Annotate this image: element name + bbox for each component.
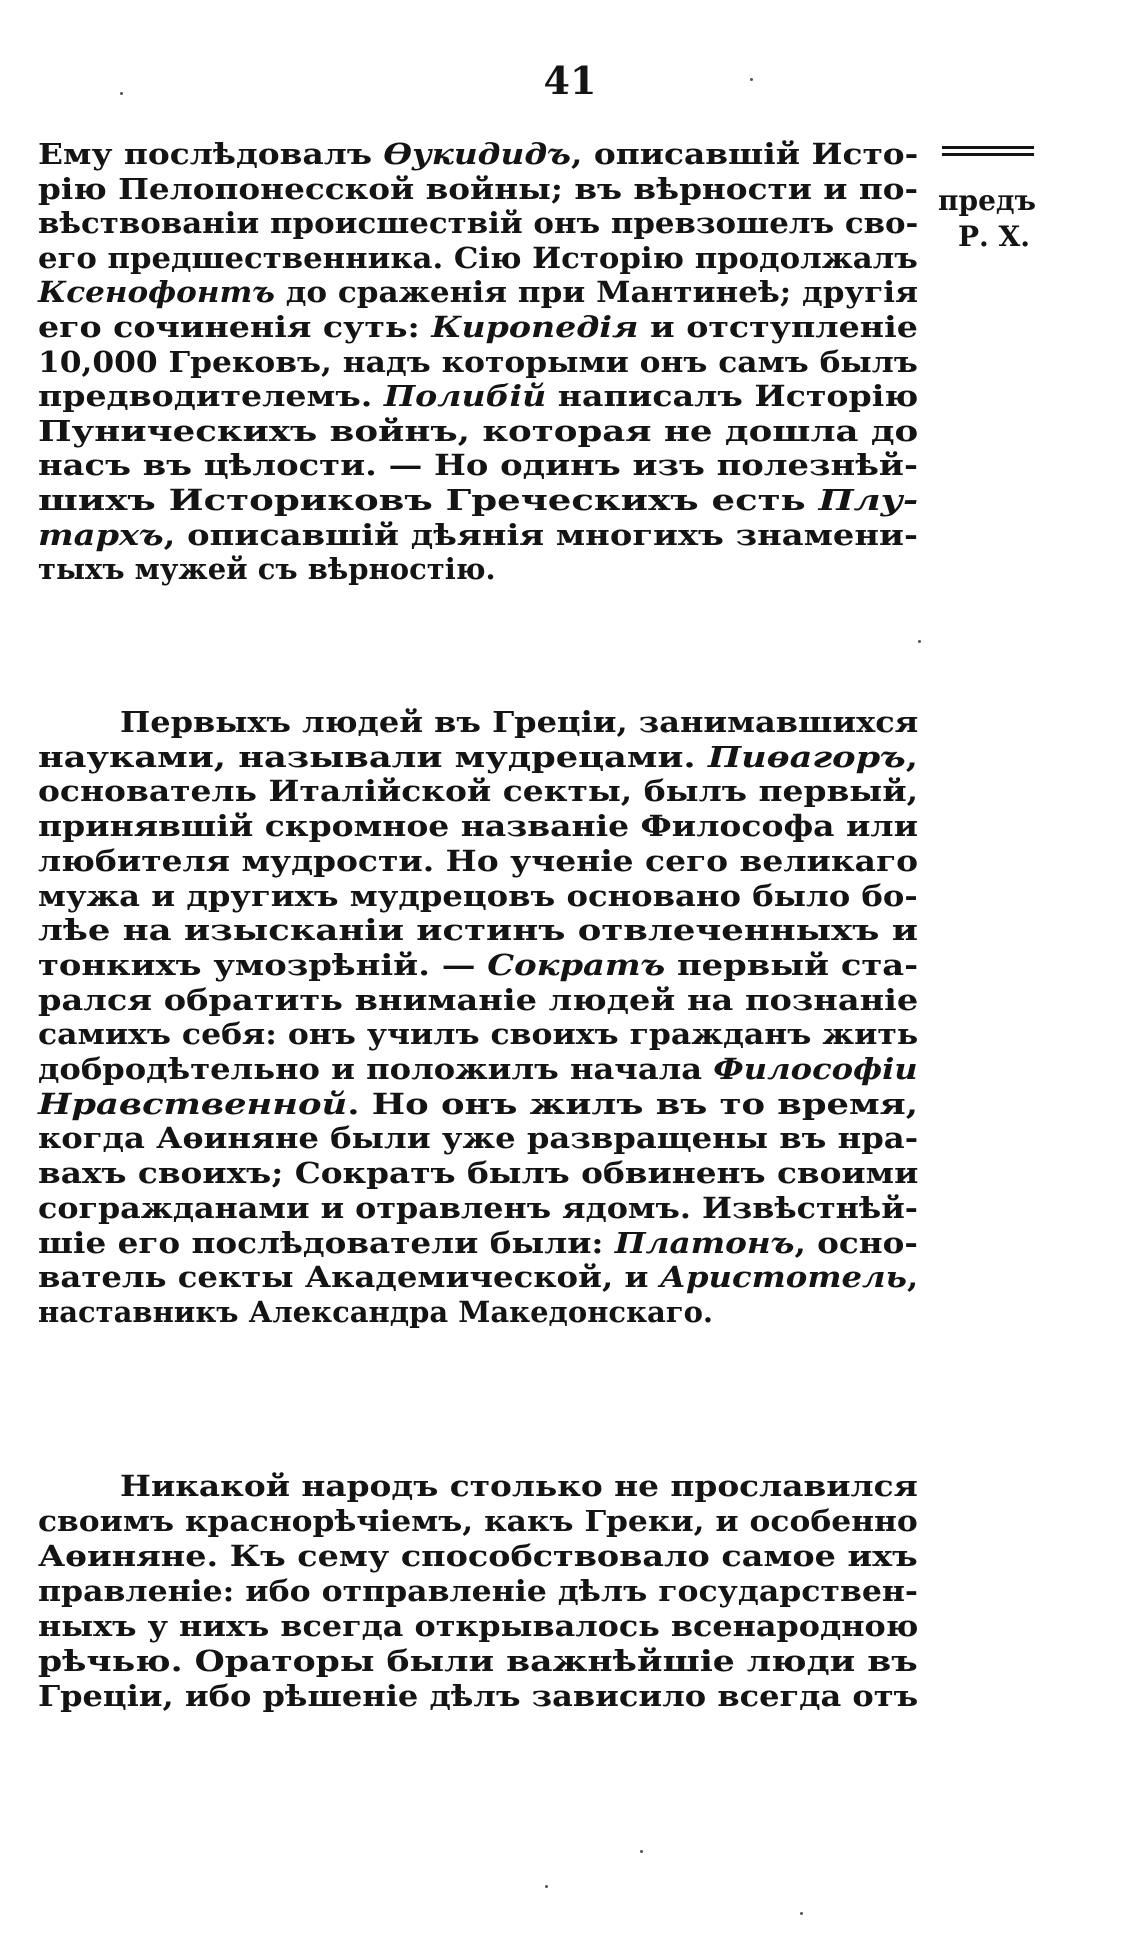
text-line — [38, 1295, 714, 1329]
paper-speck — [750, 78, 753, 81]
text-run: вахъ своихъ; Сократъ былъ обвиненъ своими — [38, 1156, 919, 1190]
text-line — [38, 1679, 919, 1713]
italic-name: Ксенофонтъ — [38, 275, 275, 309]
text-line — [38, 1260, 919, 1294]
text-run: , осно- — [794, 1226, 918, 1260]
text-line — [38, 241, 918, 275]
text-run: согражданами и отравленъ ядомъ. Извѣстнѣй- — [38, 1191, 918, 1225]
text-run: . Но онъ жилъ въ то время, — [347, 1087, 918, 1121]
text-run: Никакой народъ столько не прославился — [120, 1469, 918, 1503]
text-run: шихъ Историковъ Греческихъ есть — [38, 483, 819, 517]
page-number: 41 — [543, 58, 597, 103]
paper-speck — [918, 640, 921, 643]
text-run: его предшественника. Сію Исторію продолжалъ — [38, 241, 918, 275]
text-line — [38, 1087, 918, 1121]
text-line — [38, 809, 919, 843]
italic-name: Киропедія — [431, 310, 639, 344]
text-line — [38, 1052, 918, 1086]
italic-name: Аристотель — [659, 1260, 907, 1294]
text-run: рѣчью. Ораторы были важнѣйшіе люди въ — [38, 1644, 918, 1678]
text-run: Греціи, ибо рѣшеніе дѣлъ зависило всегда отъ — [38, 1679, 919, 1713]
text-run: 10,000 Грековъ, надъ которыми онъ самъ былъ — [38, 345, 918, 379]
margin-rule — [942, 153, 1034, 156]
text-run: принявшій скромное названіе Философа или — [38, 809, 919, 843]
text-run: науками, называли мудрецами. — [38, 740, 708, 774]
text-run: , — [905, 740, 918, 774]
text-run: самихъ себя: онъ училъ своихъ гражданъ жить — [38, 1017, 919, 1051]
text-run: вѣствованіи происшествій онъ превзошелъ сво- — [38, 206, 919, 240]
text-run: Ему послѣдовалъ — [38, 137, 384, 171]
text-line — [38, 1226, 918, 1260]
text-line — [38, 1609, 919, 1643]
text-line — [38, 844, 919, 878]
text-line — [38, 552, 496, 586]
italic-name: Нравственной — [38, 1087, 348, 1121]
text-run: его сочиненія суть: — [38, 310, 432, 344]
paper-speck — [640, 1850, 643, 1853]
text-line — [38, 206, 919, 240]
italic-name: Полибій — [383, 379, 547, 413]
text-run: , описавшій Исто- — [570, 137, 919, 171]
text-line — [38, 1574, 918, 1608]
text-run: тыхъ мужей съ вѣрностію. — [38, 552, 496, 586]
text-line — [38, 1121, 919, 1155]
paper-speck — [545, 1885, 548, 1888]
text-line — [38, 879, 918, 913]
margin-note-era: Р. Х. — [958, 220, 1031, 253]
text-run: рію Пелопонесской войны; въ вѣрности и по- — [38, 172, 919, 206]
text-run: предводителемъ. — [38, 379, 384, 413]
text-line — [120, 1469, 918, 1503]
italic-name: Плу- — [818, 483, 919, 517]
text-run: добродѣтельно и положилъ начала — [38, 1052, 714, 1086]
text-line — [38, 1644, 918, 1678]
paper-speck — [800, 1912, 803, 1915]
margin-note-year: предъ — [938, 184, 1037, 217]
text-line — [38, 483, 919, 517]
text-line — [38, 1504, 918, 1538]
text-line — [120, 705, 919, 739]
text-run: своимъ краснорѣчіемъ, какъ Греки, и особенно — [38, 1504, 918, 1538]
margin-rule — [942, 146, 1034, 149]
text-line — [38, 518, 919, 552]
text-line — [38, 983, 919, 1017]
text-run: до сраженія при Мантинеѣ; другія — [274, 275, 919, 309]
text-line — [38, 948, 919, 982]
italic-name: Платонъ — [614, 1226, 795, 1260]
text-run: лѣе на изысканіи истинъ отвлеченныхъ и — [38, 913, 919, 947]
italic-name: Сократъ — [487, 948, 666, 982]
text-line — [38, 1156, 919, 1190]
text-line — [38, 740, 918, 774]
text-run: первый ста- — [665, 948, 919, 982]
text-run: , описавшій дѣянія многихъ знамени- — [163, 518, 919, 552]
text-run: основатель Италійской секты, былъ первый, — [38, 774, 919, 808]
text-line — [38, 275, 919, 309]
text-run: и отступленіе — [638, 310, 918, 344]
text-run: ныхъ у нихъ всегда открывалось всенародною — [38, 1609, 919, 1643]
italic-name: Пиѳагоръ — [707, 740, 906, 774]
text-run: Аѳиняне. Къ сему способствовало самое ихъ — [38, 1539, 918, 1573]
text-run: правленіе: ибо отправленіе дѣлъ государствен- — [38, 1574, 918, 1608]
text-line — [38, 448, 918, 482]
italic-name: Ѳукидидъ — [383, 137, 571, 171]
text-run: Пуническихъ войнъ, которая не дошла до — [38, 414, 919, 448]
italic-name: тархъ — [38, 518, 164, 552]
text-run: Первыхъ людей въ Греціи, занимавшихся — [120, 705, 919, 739]
text-run: мужа и другихъ мудрецовъ основано было бо- — [38, 879, 918, 913]
text-line — [38, 774, 919, 808]
text-line — [38, 1017, 919, 1051]
paper-speck — [120, 92, 123, 95]
text-run: любителя мудрости. Но ученіе сего великаго — [38, 844, 919, 878]
text-run: наставникъ Александра Македонскаго. — [38, 1295, 714, 1329]
text-line — [38, 172, 919, 206]
text-run: написалъ Исторію — [546, 379, 919, 413]
text-run: когда Аѳиняне были уже развращены въ нра- — [38, 1121, 919, 1155]
text-line — [38, 379, 919, 413]
text-line — [38, 414, 919, 448]
text-run: шіе его послѣдователи были: — [38, 1226, 615, 1260]
text-line — [38, 1191, 918, 1225]
text-run: насъ въ цѣлости. — Но одинъ изъ полезнѣй- — [38, 448, 918, 482]
text-line — [38, 1539, 918, 1573]
italic-name: Философіи — [713, 1052, 918, 1086]
text-line — [38, 345, 918, 379]
text-line — [38, 913, 919, 947]
text-run: рался обратить вниманіе людей на познаніе — [38, 983, 919, 1017]
text-line — [38, 310, 918, 344]
text-run: тонкихъ умозрѣній. — — [38, 948, 488, 982]
text-run: , — [906, 1260, 919, 1294]
text-line — [38, 137, 919, 171]
text-run: ватель секты Академической, и — [38, 1260, 660, 1294]
